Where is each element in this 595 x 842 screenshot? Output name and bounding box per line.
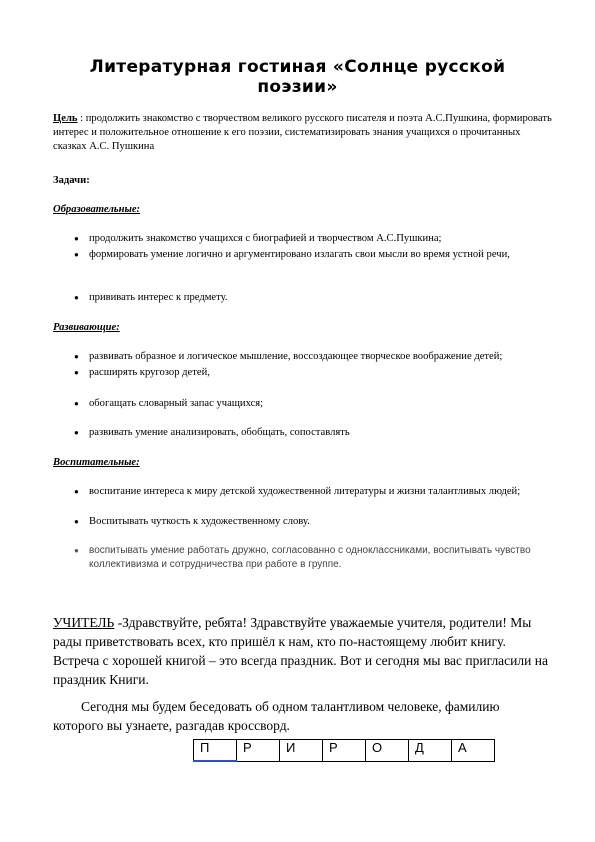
teacher-text: -Здравствуйте, ребята! Здравствуйте уважаемые учителя, родители! Мы рады приветствовать всех, кто пришёл к нам, кто по-настоящему любит книгу. Встреча с хорошей книгой – это всегда праздник. Вот и сегодня мы вас пригласили на праздник Книги. bbox=[53, 615, 548, 687]
bullet-icon: ● bbox=[74, 487, 79, 496]
crossword-cell: Р bbox=[237, 740, 280, 762]
teacher-label: УЧИТЕЛЬ bbox=[53, 615, 115, 630]
educational-heading: Образовательные: bbox=[53, 204, 141, 215]
crossword-grid bbox=[193, 739, 495, 762]
developing-heading: Развивающие: bbox=[53, 322, 120, 333]
page-title: Литературная гостиная «Солнце русской поэзии» bbox=[89, 57, 506, 97]
goal-label: Цель bbox=[53, 113, 78, 124]
crossword-cell: А bbox=[452, 740, 495, 762]
document-page: Литературная гостиная «Солнце русской поэзии» Цель : продолжить знакомство с творчеством великого русского писателя и поэта А.С.Пушкина, формировать интерес и положительное отношение к его поэзии, систематизировать знания учащихся о прочитанных сказках А.С. Пушкина Задачи: Образовательные: ● продолжить знакомство учащихся с биографией и творчеством А.С.Пушкина; ● формировать умение логично и аргументировано излагать свои мысли во время устной речи, ● прививать интерес к предмету. Развивающие: ● развивать образное и логическое мышление, воссоздающее творческое воображение детей; ● расширять кругозор детей, ● обогащать словарный запас учащихся; ● развивать умение анализировать, обобщать, сопоставлять Воспитательные: ● воспитание интереса к миру детской художественной литературы и жизни талантливых людей; ● Воспитывать чуткость к художественному слову. ● воспитывать умение работать дружно, согласованно с одноклассниками, воспитывать чувство коллективизма и сотрудничества при работе в группе. УЧИТЕЛЬ -Здравствуйте, ребята! Здравствуйте уважаемые учителя, родители! Мы рады приветствовать всех, кто пришёл к нам, кто по-настоящему любит книгу. Встреча с хорошей книгой – это всегда праздник. Вот и сегодня мы вас пригласили на праздник Книги. Сегодня мы будем беседовать об одном талантливом человеке, фамилию которого вы узнаете, разгадав кроссворд. П Р И Р О Д А bbox=[0, 0, 595, 842]
bullet-icon: ● bbox=[74, 352, 79, 361]
crossword-cell: П bbox=[194, 740, 237, 762]
goal-text: : продолжить знакомство с творчеством великого русского писателя и поэта А.С.Пушкина, формировать интерес и положительное отношение к его поэзии, систематизировать знания учащихся о прочитанных сказках А.С. Пушкина bbox=[53, 113, 552, 152]
crossword-cell: О bbox=[366, 740, 409, 762]
crossword-cell: И bbox=[280, 740, 323, 762]
tasks-label: Задачи: bbox=[53, 175, 90, 186]
bullet-icon: ● bbox=[74, 250, 79, 259]
bullet-icon: ● bbox=[74, 234, 79, 243]
crossword-cell: Д bbox=[409, 740, 452, 762]
teacher-paragraph bbox=[53, 613, 553, 689]
bullet-icon: ● bbox=[74, 399, 79, 408]
bullet-icon: ● bbox=[74, 428, 79, 437]
upbringing-heading: Воспитательные: bbox=[53, 457, 140, 468]
bullet-icon: ● bbox=[74, 546, 79, 555]
goal-paragraph bbox=[53, 112, 553, 154]
intro-paragraph: Сегодня мы будем беседовать об одном талантливом человеке, фамилию которого вы узнаете, разгадав кроссворд. bbox=[53, 699, 500, 733]
crossword-cell: Р bbox=[323, 740, 366, 762]
bullet-icon: ● bbox=[74, 293, 79, 302]
bullet-icon: ● bbox=[74, 517, 79, 526]
bullet-icon: ● bbox=[74, 368, 79, 377]
